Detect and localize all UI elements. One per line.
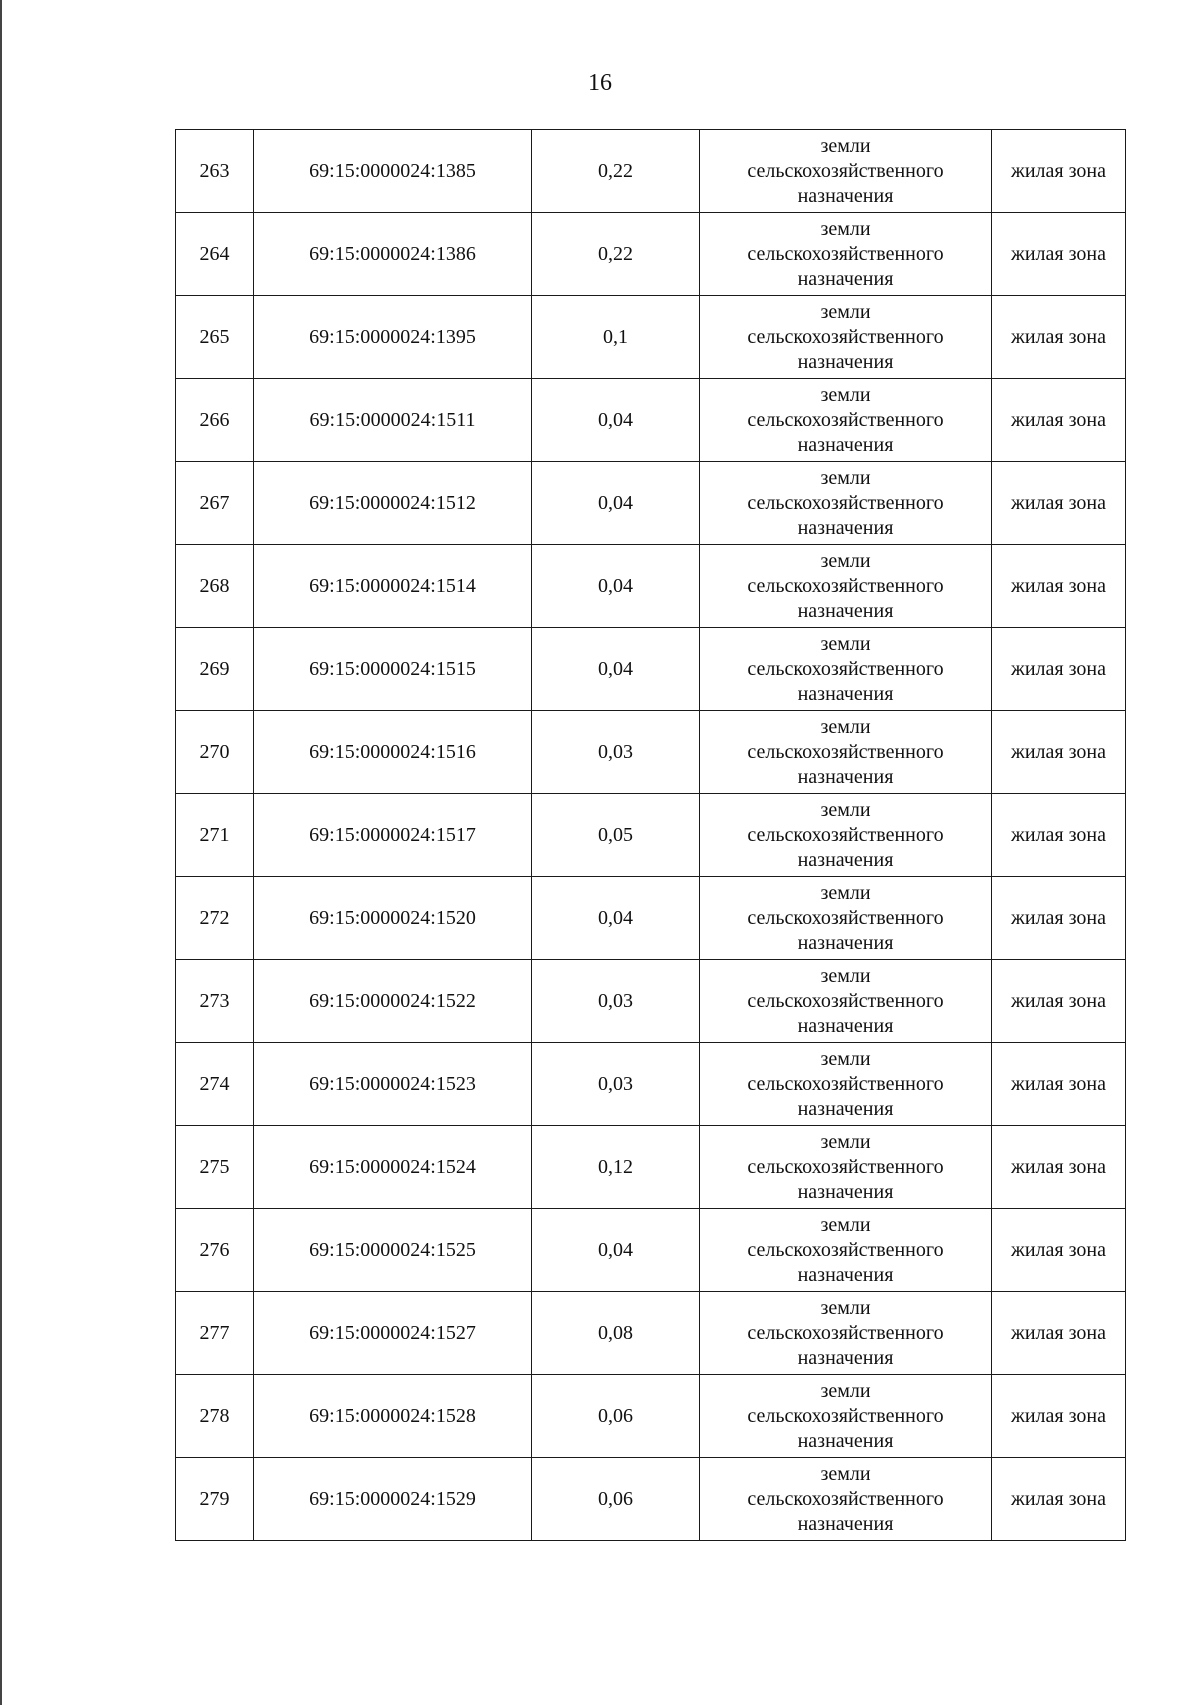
table-row <box>176 379 1126 462</box>
row-number-cell: 274 <box>176 1043 254 1126</box>
land-category-line: назначения <box>797 350 894 373</box>
land-category-cell <box>700 213 992 296</box>
land-category-line: сельскохозяйственного <box>747 574 944 597</box>
cadastral-number-cell: 69:15:0000024:1512 <box>254 462 532 545</box>
row-number-cell: 272 <box>176 877 254 960</box>
land-category-cell <box>700 296 992 379</box>
table-row <box>176 877 1126 960</box>
zone-cell: жилая зона <box>992 1458 1126 1541</box>
land-category-line: земли <box>820 1462 871 1485</box>
land-category-line: земли <box>820 1296 871 1319</box>
land-category-line: земли <box>820 300 871 323</box>
land-category-line: земли <box>820 632 871 655</box>
page-edge <box>0 0 2 1705</box>
land-category-cell <box>700 711 992 794</box>
land-category-line: сельскохозяйственного <box>747 242 944 265</box>
zone-cell: жилая зона <box>992 711 1126 794</box>
land-category-cell <box>700 794 992 877</box>
cadastral-number-cell: 69:15:0000024:1516 <box>254 711 532 794</box>
land-category-line: сельскохозяйственного <box>747 491 944 514</box>
land-category-line: сельскохозяйственного <box>747 1404 944 1427</box>
land-category-line: земли <box>820 217 871 240</box>
land-category-line: назначения <box>797 1263 894 1286</box>
table-row <box>176 628 1126 711</box>
area-cell: 0,06 <box>532 1458 700 1541</box>
area-cell: 0,04 <box>532 462 700 545</box>
row-number-cell: 275 <box>176 1126 254 1209</box>
row-number-cell: 271 <box>176 794 254 877</box>
land-category-line: земли <box>820 466 871 489</box>
area-cell: 0,1 <box>532 296 700 379</box>
land-category-line: назначения <box>797 682 894 705</box>
land-category-cell <box>700 379 992 462</box>
land-category-line: сельскохозяйственного <box>747 1321 944 1344</box>
row-number-cell: 264 <box>176 213 254 296</box>
table-row <box>176 1458 1126 1541</box>
land-category-cell <box>700 1458 992 1541</box>
zone-cell: жилая зона <box>992 379 1126 462</box>
table-row <box>176 213 1126 296</box>
zone-cell: жилая зона <box>992 130 1126 213</box>
row-number-cell: 267 <box>176 462 254 545</box>
table-row <box>176 1043 1126 1126</box>
land-category-line: назначения <box>797 1429 894 1452</box>
land-category-cell <box>700 628 992 711</box>
land-category-line: земли <box>820 1213 871 1236</box>
zone-cell: жилая зона <box>992 545 1126 628</box>
land-category-line: сельскохозяйственного <box>747 657 944 680</box>
land-category-line: назначения <box>797 931 894 954</box>
land-category-cell <box>700 1375 992 1458</box>
cadastral-number-cell: 69:15:0000024:1525 <box>254 1209 532 1292</box>
land-category-line: назначения <box>797 1512 894 1535</box>
area-cell: 0,22 <box>532 213 700 296</box>
cadastral-number-cell: 69:15:0000024:1527 <box>254 1292 532 1375</box>
table-row <box>176 130 1126 213</box>
land-plots-table-container <box>175 129 1125 1541</box>
zone-cell: жилая зона <box>992 960 1126 1043</box>
cadastral-number-cell: 69:15:0000024:1523 <box>254 1043 532 1126</box>
land-category-line: сельскохозяйственного <box>747 823 944 846</box>
cadastral-number-cell: 69:15:0000024:1520 <box>254 877 532 960</box>
area-cell: 0,04 <box>532 379 700 462</box>
row-number-cell: 277 <box>176 1292 254 1375</box>
land-category-line: земли <box>820 715 871 738</box>
land-category-line: земли <box>820 134 871 157</box>
cadastral-number-cell: 69:15:0000024:1522 <box>254 960 532 1043</box>
zone-cell: жилая зона <box>992 1126 1126 1209</box>
table-row <box>176 296 1126 379</box>
land-category-line: назначения <box>797 1014 894 1037</box>
zone-cell: жилая зона <box>992 1209 1126 1292</box>
land-category-line: назначения <box>797 1097 894 1120</box>
row-number-cell: 265 <box>176 296 254 379</box>
land-category-cell <box>700 960 992 1043</box>
land-category-line: земли <box>820 1047 871 1070</box>
cadastral-number-cell: 69:15:0000024:1515 <box>254 628 532 711</box>
area-cell: 0,05 <box>532 794 700 877</box>
zone-cell: жилая зона <box>992 628 1126 711</box>
land-category-line: земли <box>820 383 871 406</box>
table-row <box>176 1292 1126 1375</box>
land-category-line: сельскохозяйственного <box>747 740 944 763</box>
land-category-line: земли <box>820 798 871 821</box>
zone-cell: жилая зона <box>992 296 1126 379</box>
area-cell: 0,12 <box>532 1126 700 1209</box>
row-number-cell: 263 <box>176 130 254 213</box>
land-category-line: назначения <box>797 848 894 871</box>
land-category-line: сельскохозяйственного <box>747 1155 944 1178</box>
land-category-line: назначения <box>797 184 894 207</box>
zone-cell: жилая зона <box>992 462 1126 545</box>
land-category-line: сельскохозяйственного <box>747 1487 944 1510</box>
row-number-cell: 270 <box>176 711 254 794</box>
land-plots-table <box>175 129 1126 1541</box>
land-category-cell <box>700 130 992 213</box>
row-number-cell: 279 <box>176 1458 254 1541</box>
land-category-cell <box>700 462 992 545</box>
row-number-cell: 269 <box>176 628 254 711</box>
zone-cell: жилая зона <box>992 1043 1126 1126</box>
land-category-line: назначения <box>797 765 894 788</box>
table-row <box>176 1209 1126 1292</box>
land-category-line: назначения <box>797 1346 894 1369</box>
cadastral-number-cell: 69:15:0000024:1524 <box>254 1126 532 1209</box>
land-category-line: земли <box>820 964 871 987</box>
land-category-cell <box>700 1043 992 1126</box>
area-cell: 0,06 <box>532 1375 700 1458</box>
table-row <box>176 960 1126 1043</box>
land-category-line: сельскохозяйственного <box>747 1072 944 1095</box>
cadastral-number-cell: 69:15:0000024:1386 <box>254 213 532 296</box>
table-row <box>176 794 1126 877</box>
row-number-cell: 276 <box>176 1209 254 1292</box>
land-category-line: сельскохозяйственного <box>747 408 944 431</box>
land-category-cell <box>700 1209 992 1292</box>
land-category-line: сельскохозяйственного <box>747 325 944 348</box>
area-cell: 0,03 <box>532 960 700 1043</box>
land-category-cell <box>700 1292 992 1375</box>
cadastral-number-cell: 69:15:0000024:1514 <box>254 545 532 628</box>
area-cell: 0,22 <box>532 130 700 213</box>
land-category-line: назначения <box>797 599 894 622</box>
land-category-line: назначения <box>797 516 894 539</box>
land-category-line: земли <box>820 1379 871 1402</box>
cadastral-number-cell: 69:15:0000024:1385 <box>254 130 532 213</box>
cadastral-number-cell: 69:15:0000024:1511 <box>254 379 532 462</box>
zone-cell: жилая зона <box>992 1292 1126 1375</box>
zone-cell: жилая зона <box>992 1375 1126 1458</box>
page-number: 16 <box>588 70 612 96</box>
area-cell: 0,04 <box>532 877 700 960</box>
cadastral-number-cell: 69:15:0000024:1517 <box>254 794 532 877</box>
land-category-line: назначения <box>797 433 894 456</box>
land-category-cell <box>700 877 992 960</box>
land-category-line: сельскохозяйственного <box>747 989 944 1012</box>
land-category-line: назначения <box>797 1180 894 1203</box>
land-category-line: сельскохозяйственного <box>747 906 944 929</box>
area-cell: 0,03 <box>532 711 700 794</box>
land-category-line: земли <box>820 881 871 904</box>
table-body <box>176 130 1126 1541</box>
land-category-line: назначения <box>797 267 894 290</box>
row-number-cell: 278 <box>176 1375 254 1458</box>
table-row <box>176 1375 1126 1458</box>
area-cell: 0,03 <box>532 1043 700 1126</box>
table-row <box>176 462 1126 545</box>
land-category-line: земли <box>820 1130 871 1153</box>
table-row <box>176 711 1126 794</box>
land-category-cell <box>700 545 992 628</box>
row-number-cell: 273 <box>176 960 254 1043</box>
cadastral-number-cell: 69:15:0000024:1529 <box>254 1458 532 1541</box>
area-cell: 0,04 <box>532 1209 700 1292</box>
land-category-line: сельскохозяйственного <box>747 1238 944 1261</box>
area-cell: 0,04 <box>532 545 700 628</box>
land-category-line: земли <box>820 549 871 572</box>
zone-cell: жилая зона <box>992 213 1126 296</box>
cadastral-number-cell: 69:15:0000024:1528 <box>254 1375 532 1458</box>
area-cell: 0,04 <box>532 628 700 711</box>
row-number-cell: 268 <box>176 545 254 628</box>
land-category-cell <box>700 1126 992 1209</box>
cadastral-number-cell: 69:15:0000024:1395 <box>254 296 532 379</box>
table-row <box>176 1126 1126 1209</box>
table-row <box>176 545 1126 628</box>
land-category-line: сельскохозяйственного <box>747 159 944 182</box>
row-number-cell: 266 <box>176 379 254 462</box>
zone-cell: жилая зона <box>992 794 1126 877</box>
zone-cell: жилая зона <box>992 877 1126 960</box>
area-cell: 0,08 <box>532 1292 700 1375</box>
